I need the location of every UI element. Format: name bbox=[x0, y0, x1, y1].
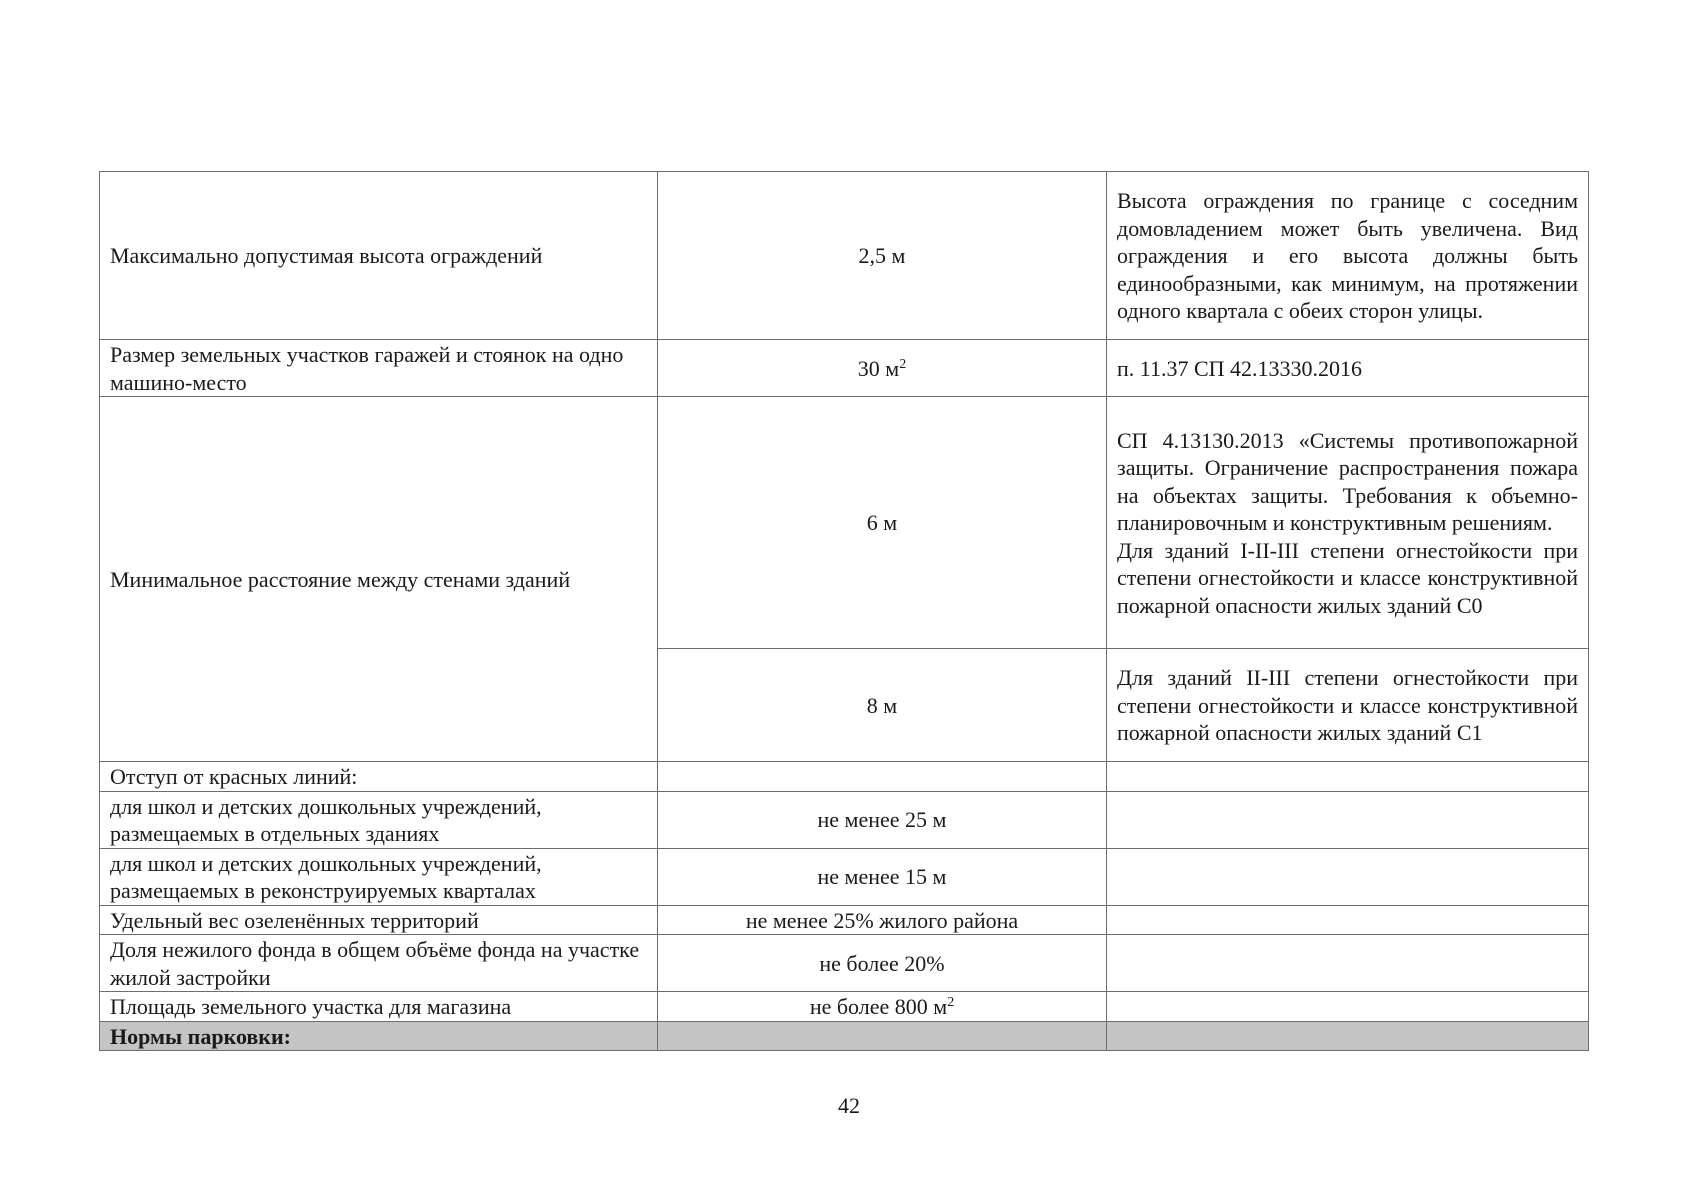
section-header-label: Нормы парковки: bbox=[100, 1021, 658, 1051]
section-header-row bbox=[100, 1021, 1589, 1051]
note-cell bbox=[1107, 340, 1589, 397]
note-cell bbox=[1107, 791, 1589, 848]
note-cell bbox=[1107, 1021, 1589, 1051]
table-row bbox=[100, 935, 1589, 992]
value-cell bbox=[658, 1021, 1107, 1051]
note-text: Высота ограждения по границе с соседним домовладением может быть увеличена. Вид ограждения и его высота должны быть единообразными, как минимум, на протяжении одного квартала с обеих сторон улицы. bbox=[1117, 188, 1578, 324]
parameter-cell: для школ и детских дошкольных учреждений, размещаемых в реконструируемых кварталах bbox=[100, 848, 658, 905]
value-superscript: 2 bbox=[947, 995, 955, 1010]
note-cell bbox=[1107, 762, 1589, 792]
value-cell: 8 м bbox=[658, 649, 1107, 762]
value-text: не более 800 м bbox=[809, 994, 948, 1019]
table-row bbox=[100, 992, 1589, 1022]
value-text: 30 м bbox=[857, 355, 900, 381]
table-row bbox=[100, 905, 1589, 935]
parameter-cell: Площадь земельного участка для магазина bbox=[100, 992, 658, 1022]
note-cell bbox=[1107, 935, 1589, 992]
parameter-cell: Размер земельных участков гаражей и стоянок на одно машино-место bbox=[100, 340, 658, 397]
value-cell: 6 м bbox=[658, 397, 1107, 649]
value-cell: не более 20% bbox=[658, 935, 1107, 992]
table-row bbox=[100, 172, 1589, 340]
parameter-cell: Отступ от красных линий: bbox=[100, 762, 658, 792]
value-cell bbox=[658, 762, 1107, 792]
table-row bbox=[100, 791, 1589, 848]
parameter-cell: для школ и детских дошкольных учреждений, размещаемых в отдельных зданиях bbox=[100, 791, 658, 848]
table-row bbox=[100, 397, 1589, 649]
table-row bbox=[100, 762, 1589, 792]
note-text: СП 4.13130.2013 «Системы противопожарной защиты. Ограничение распространения пожара на объектах защиты. Требования к объемно-планировочным и конструктивным решениям. bbox=[1117, 427, 1578, 536]
value-cell: не менее 25 м bbox=[658, 791, 1107, 848]
value-cell: не менее 25% жилого района bbox=[658, 905, 1107, 935]
value-cell bbox=[658, 340, 1107, 397]
note-text: Для зданий II-III степени огнестойкости при степени огнестойкости и классе конструктивной пожарной опасности жилых зданий С1 bbox=[1117, 665, 1578, 746]
parameter-cell: Минимальное расстояние между стенами зданий bbox=[100, 397, 658, 762]
page-number: 42 bbox=[838, 1093, 860, 1118]
note-cell bbox=[1107, 649, 1589, 762]
value-cell: не менее 15 м bbox=[658, 848, 1107, 905]
table-row bbox=[100, 340, 1589, 397]
note-cell bbox=[1107, 172, 1589, 340]
note-cell bbox=[1107, 905, 1589, 935]
parameter-cell: Максимально допустимая высота ограждений bbox=[100, 172, 658, 340]
note-text: п. 11.37 СП 42.13330.2016 bbox=[1117, 355, 1363, 381]
parameter-cell: Удельный вес озеленённых территорий bbox=[100, 905, 658, 935]
note-cell bbox=[1107, 992, 1589, 1022]
table-row bbox=[100, 848, 1589, 905]
norms-table bbox=[99, 171, 1589, 1051]
parameter-cell: Доля нежилого фонда в общем объёме фонда на участке жилой застройки bbox=[100, 935, 658, 992]
value-cell bbox=[658, 992, 1107, 1022]
value-superscript: 2 bbox=[899, 356, 907, 372]
note-cell bbox=[1107, 397, 1589, 649]
value-cell: 2,5 м bbox=[658, 172, 1107, 340]
note-cell bbox=[1107, 848, 1589, 905]
note-text-continued: Для зданий I-II-III степени огнестойкости при степени огнестойкости и классе конструктивной пожарной опасности жилых зданий С0 bbox=[1117, 537, 1578, 618]
